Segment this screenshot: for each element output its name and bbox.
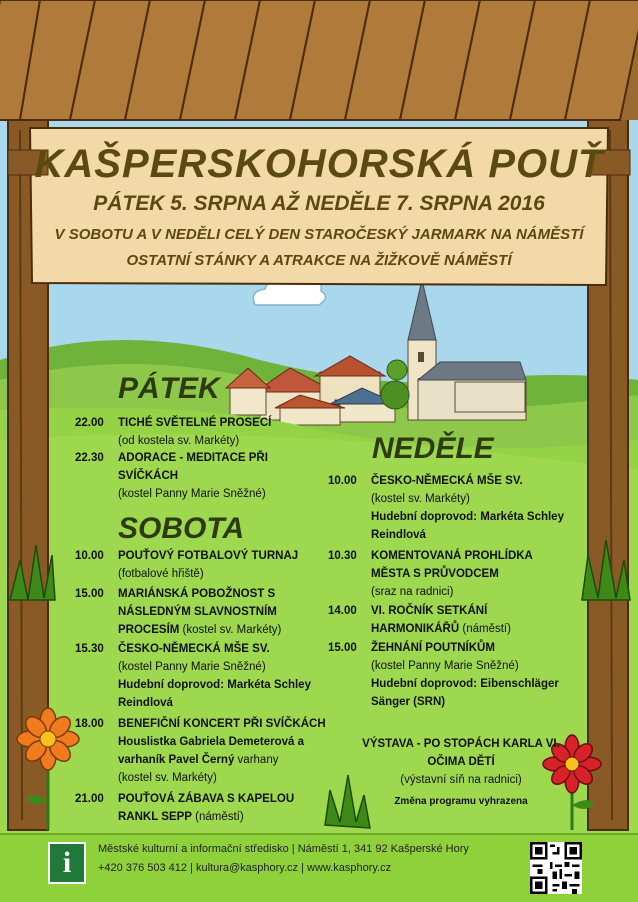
event-music-cont: Reindlová [371, 529, 426, 541]
event-title: POUŤOVÝ FOTBALOVÝ TURNAJ [118, 550, 299, 562]
sign-line-stalls: OSTATNÍ STÁNKY A ATRAKCE NA ŽIŽKOVĚ NÁMĚSTÍ [126, 252, 512, 269]
event-music: Hudební doprovod: Markéta Schley [371, 511, 564, 523]
event-note: (od kostela sv. Markéty) [118, 435, 240, 447]
event-performers: Houslistka Gabriela Demeterová a [118, 736, 304, 748]
event-title-cont: HARMONIKÁŘŮ [371, 623, 460, 635]
event-saturday-2 [75, 585, 325, 641]
event-title: BENEFIČNÍ KONCERT PŘI SVÍČKÁCH [118, 718, 326, 730]
event-title: POUŤOVÁ ZÁBAVA S KAPELOU [118, 793, 295, 805]
heading-sunday: NEDĚLE [372, 432, 494, 465]
event-note: (kostel sv. Markéty) [182, 624, 282, 636]
event-time: 15.00 [75, 588, 104, 600]
event-music: Hudební doprovod: Eibenschläger [371, 678, 559, 690]
qr-code [530, 842, 582, 894]
event-note: (sraz na radnici) [371, 586, 454, 598]
event-saturday-3 [75, 640, 325, 716]
exhibition-block [356, 735, 566, 811]
event-time: 22.30 [75, 452, 104, 464]
event-time: 10.00 [328, 475, 357, 487]
event-sunday-3 [328, 602, 578, 640]
exhibition-venue: (výstavní síň na radnici) [400, 774, 522, 786]
sign-line-market: V SOBOTU A V NEDĚLI CELÝ DEN STAROČESKÝ JARMARK NA NÁMĚSTÍ [54, 226, 584, 243]
event-note: (náměstí) [462, 623, 511, 635]
event-title: ADORACE - MEDITACE PŘI [118, 452, 268, 464]
event-instrument: varhany [237, 754, 279, 766]
event-note: (fotbalové hřiště) [118, 568, 204, 580]
event-time: 18.00 [75, 718, 104, 730]
wooden-roof [0, 0, 638, 120]
event-time: 10.30 [328, 550, 357, 562]
event-time: 14.00 [328, 605, 357, 617]
event-saturday-1 [75, 547, 325, 585]
event-performers-cont: varhaník Pavel Černý [118, 754, 235, 766]
event-title-cont: RANKL SEPP [118, 811, 192, 823]
exhibition-title-cont: OČIMA DĚTÍ [427, 756, 495, 768]
event-title: ŽEHNÁNÍ POUTNÍKŮM [371, 642, 495, 654]
event-saturday-4 [75, 715, 335, 791]
event-note: (kostel Panny Marie Sněžné) [118, 488, 266, 500]
event-note: (kostel sv. Markéty) [118, 772, 217, 784]
footer-address: Městské kulturní a informační středisko | Náměstí 1, 341 92 Kašperské Hory [98, 843, 469, 855]
event-saturday-5 [75, 790, 325, 830]
poster-dates: PÁTEK 5. SRPNA AŽ NEDĚLE 7. SRPNA 2016 [93, 192, 545, 215]
event-sunday-2 [328, 547, 578, 603]
event-time: 15.30 [75, 643, 104, 655]
event-title-cont: PROCESÍM [118, 624, 180, 636]
event-title-cont: NÁSLEDNÝM SLAVNOSTNÍM [118, 606, 277, 618]
event-time: 10.00 [75, 550, 104, 562]
event-music-cont: Sänger (SRN) [371, 696, 446, 708]
event-note: (kostel Panny Marie Sněžné) [371, 660, 519, 672]
event-note: (kostel sv. Markéty) [371, 493, 470, 505]
event-time: 22.00 [75, 417, 104, 429]
event-friday-2 [75, 449, 295, 507]
event-music-cont: Reindlová [118, 697, 173, 709]
event-title: VI. ROČNÍK SETKÁNÍ [371, 605, 488, 617]
event-title-cont: MĚSTA S PRŮVODCEM [371, 568, 499, 580]
event-sunday-1 [328, 472, 578, 548]
event-title-cont: SVÍČKÁCH [118, 470, 179, 482]
event-title: KOMENTOVANÁ PROHLÍDKA [371, 550, 533, 562]
footer-contact: +420 376 503 412 | kultura@kasphory.cz | www.kasphory.cz [98, 862, 392, 874]
event-title: ČESKO-NĚMECKÁ MŠE SV. [118, 643, 270, 655]
event-title: TICHÉ SVĚTELNÉ PROSECÍ [118, 417, 272, 429]
event-music: Hudební doprovod: Markéta Schley [118, 679, 311, 691]
event-sunday-4 [328, 639, 588, 715]
event-note: (kostel Panny Marie Sněžné) [118, 661, 266, 673]
program-change-note: Změna programu vyhrazena [394, 796, 528, 807]
event-time: 21.00 [75, 793, 104, 805]
exhibition-title: VÝSTAVA - PO STOPÁCH KARLA VI. [362, 738, 560, 750]
event-friday-1 [75, 414, 295, 454]
event-title: ČESKO-NĚMECKÁ MŠE SV. [371, 475, 523, 487]
info-icon: i [48, 842, 86, 884]
event-title: MARIÁNSKÁ POBOŽNOST S [118, 588, 276, 600]
poster-title: KAŠPERSKOHORSKÁ POUŤ [34, 142, 604, 186]
event-time: 15.00 [328, 642, 357, 654]
event-note: (náměstí) [195, 811, 244, 823]
heading-friday: PÁTEK [118, 372, 220, 405]
heading-saturday: SOBOTA [118, 512, 245, 545]
